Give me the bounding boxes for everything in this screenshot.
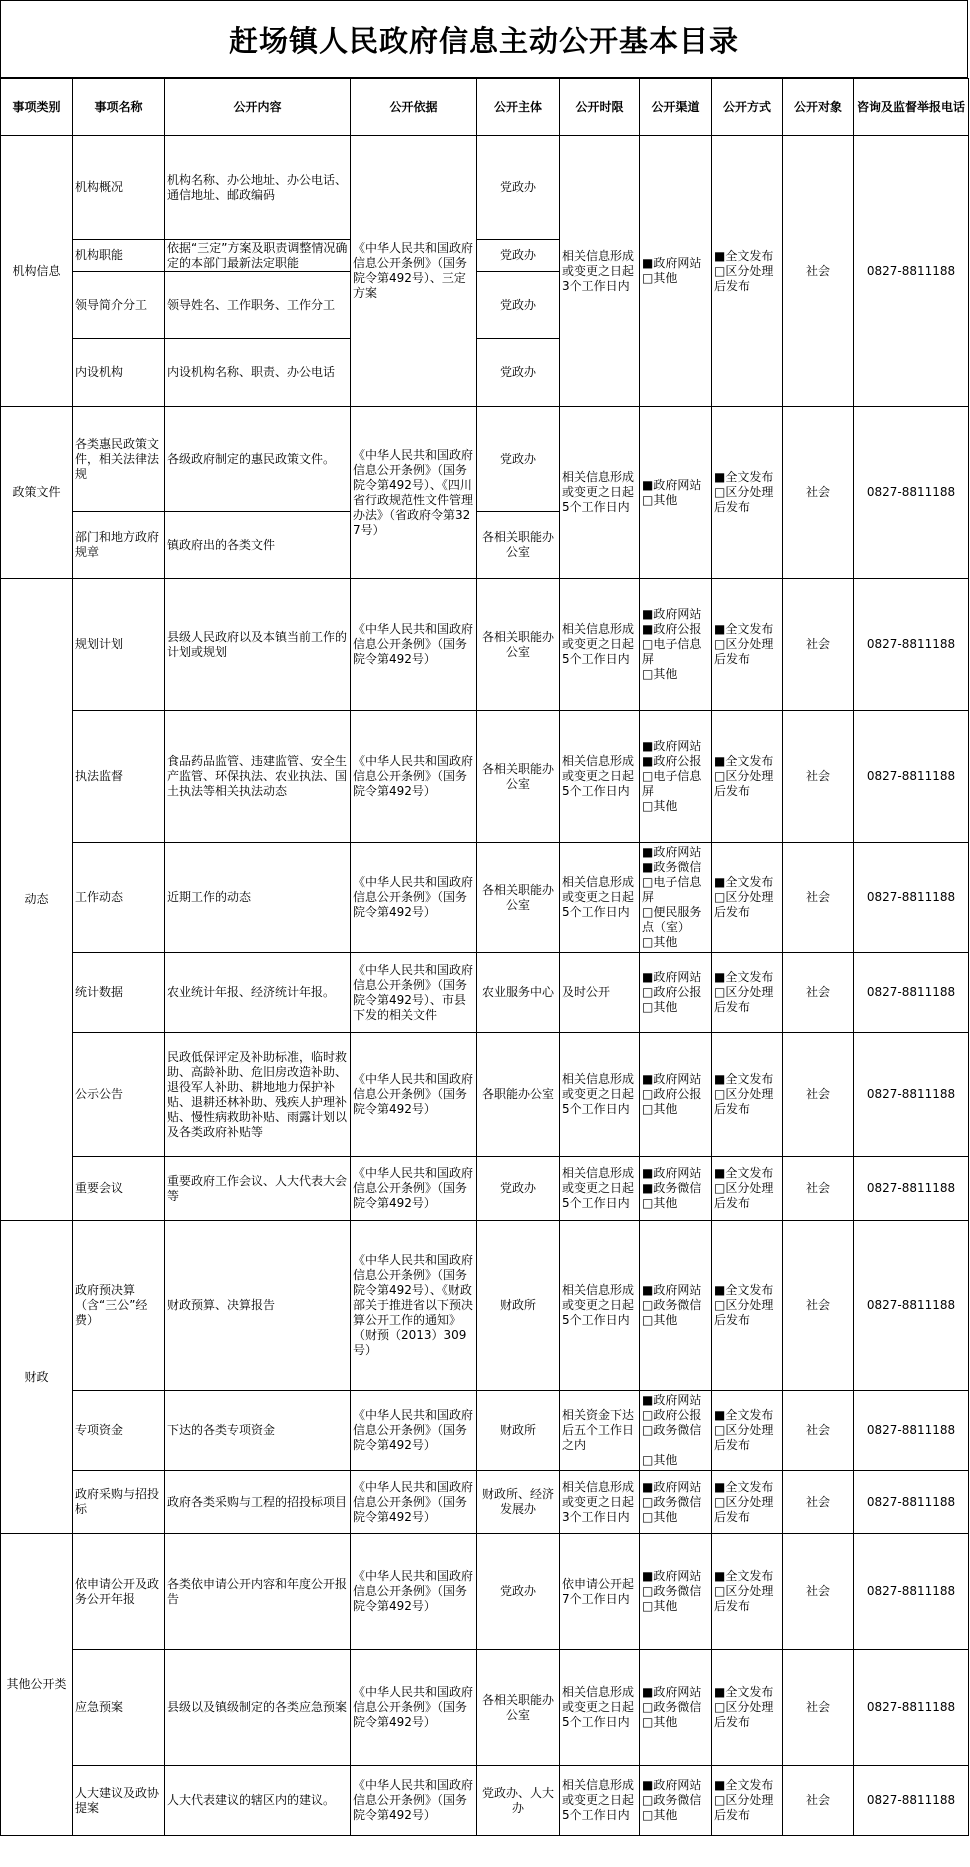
basis-cell: 《中华人民共和国政府信息公开条例》（国务院令第492号）、《四川省行政规范性文件管理办法》（省政府令第327号） bbox=[351, 407, 477, 579]
time-limit-cell: 相关信息形成或变更之日起5个工作日内 bbox=[560, 407, 640, 579]
category-cell: 财政 bbox=[1, 1221, 73, 1534]
method-cell: ■全文发布 □区分处理后发布 bbox=[712, 1471, 783, 1534]
channel-cell: ■政府网站 ■政府公报 □电子信息屏 □其他 bbox=[640, 579, 712, 711]
page-title: 赶场镇人民政府信息主动公开基本目录 bbox=[0, 0, 968, 78]
time-limit-cell: 相关信息形成或变更之日起5个工作日内 bbox=[560, 843, 640, 953]
header-category: 事项类别 bbox=[1, 79, 73, 136]
subject-cell: 各相关职能办公室 bbox=[477, 843, 560, 953]
method-cell: ■全文发布 □区分处理后发布 bbox=[712, 136, 783, 407]
item-name-cell: 专项资金 bbox=[73, 1391, 165, 1471]
table-row bbox=[1, 1157, 969, 1221]
content-cell: 领导姓名、工作职务、工作分工 bbox=[165, 272, 351, 339]
item-name-cell: 重要会议 bbox=[73, 1157, 165, 1221]
header-row bbox=[1, 79, 969, 136]
subject-cell: 党政办 bbox=[477, 339, 560, 407]
header-content: 公开内容 bbox=[165, 79, 351, 136]
table-row bbox=[1, 1471, 969, 1534]
category-cell: 其他公开类 bbox=[1, 1534, 73, 1836]
audience-cell: 社会 bbox=[783, 1650, 854, 1766]
subject-cell: 各相关职能办公室 bbox=[477, 711, 560, 843]
phone-cell: 0827-8811188 bbox=[854, 1766, 969, 1836]
item-name-cell: 公示公告 bbox=[73, 1033, 165, 1157]
table-row bbox=[1, 1534, 969, 1650]
method-cell: ■全文发布 □区分处理后发布 bbox=[712, 1221, 783, 1391]
phone-cell: 0827-8811188 bbox=[854, 1391, 969, 1471]
phone-cell: 0827-8811188 bbox=[854, 953, 969, 1033]
content-cell: 各类依申请公开内容和年度公开报告 bbox=[165, 1534, 351, 1650]
time-limit-cell: 相关资金下达后五个工作日之内 bbox=[560, 1391, 640, 1471]
subject-cell: 各相关职能办公室 bbox=[477, 512, 560, 579]
time-limit-cell: 相关信息形成或变更之日起5个工作日内 bbox=[560, 1033, 640, 1157]
content-cell: 政府各类采购与工程的招投标项目 bbox=[165, 1471, 351, 1534]
method-cell: ■全文发布 □区分处理后发布 bbox=[712, 1033, 783, 1157]
audience-cell: 社会 bbox=[783, 1221, 854, 1391]
table-row bbox=[1, 1221, 969, 1391]
table-row bbox=[1, 953, 969, 1033]
category-cell: 政策文件 bbox=[1, 407, 73, 579]
basis-cell: 《中华人民共和国政府信息公开条例》（国务院令第492号） bbox=[351, 1534, 477, 1650]
table-row bbox=[1, 579, 969, 711]
phone-cell: 0827-8811188 bbox=[854, 1471, 969, 1534]
method-cell: ■全文发布 □区分处理后发布 bbox=[712, 1650, 783, 1766]
audience-cell: 社会 bbox=[783, 1766, 854, 1836]
time-limit-cell: 相关信息形成或变更之日起5个工作日内 bbox=[560, 1221, 640, 1391]
time-limit-cell: 相关信息形成或变更之日起3个工作日内 bbox=[560, 136, 640, 407]
item-name-cell: 机构概况 bbox=[73, 136, 165, 240]
table-row bbox=[1, 1766, 969, 1836]
phone-cell: 0827-8811188 bbox=[854, 843, 969, 953]
table-row bbox=[1, 1650, 969, 1766]
content-cell: 各级政府制定的惠民政策文件。 bbox=[165, 407, 351, 512]
phone-cell: 0827-8811188 bbox=[854, 1534, 969, 1650]
channel-cell: ■政府网站 □政府公报 □其他 bbox=[640, 953, 712, 1033]
table-row bbox=[1, 136, 969, 240]
table-row bbox=[1, 1391, 969, 1471]
subject-cell: 各职能办公室 bbox=[477, 1033, 560, 1157]
content-cell: 人大代表建议的辖区内的建议。 bbox=[165, 1766, 351, 1836]
phone-cell: 0827-8811188 bbox=[854, 1157, 969, 1221]
basis-cell: 《中华人民共和国政府信息公开条例》（国务院令第492号） bbox=[351, 1033, 477, 1157]
content-cell: 近期工作的动态 bbox=[165, 843, 351, 953]
header-method: 公开方式 bbox=[712, 79, 783, 136]
basis-cell: 《中华人民共和国政府信息公开条例》（国务院令第492号） bbox=[351, 711, 477, 843]
method-cell: ■全文发布 □区分处理后发布 bbox=[712, 407, 783, 579]
basis-cell: 《中华人民共和国政府信息公开条例》（国务院令第492号） bbox=[351, 579, 477, 711]
item-name-cell: 规划计划 bbox=[73, 579, 165, 711]
audience-cell: 社会 bbox=[783, 843, 854, 953]
basis-cell: 《中华人民共和国政府信息公开条例》（国务院令第492号） bbox=[351, 843, 477, 953]
content-cell: 依据“三定”方案及职责调整情况确定的本部门最新法定职能 bbox=[165, 240, 351, 272]
content-cell: 下达的各类专项资金 bbox=[165, 1391, 351, 1471]
header-basis: 公开依据 bbox=[351, 79, 477, 136]
subject-cell: 党政办、人大办 bbox=[477, 1766, 560, 1836]
basis-cell: 《中华人民共和国政府信息公开条例》（国务院令第492号）、《财政部关于推进省以下预决算公开工作的通知》（财预（2013）309号） bbox=[351, 1221, 477, 1391]
audience-cell: 社会 bbox=[783, 136, 854, 407]
basis-cell: 《中华人民共和国政府信息公开条例》（国务院令第492号） bbox=[351, 1766, 477, 1836]
subject-cell: 党政办 bbox=[477, 1157, 560, 1221]
basis-cell: 《中华人民共和国政府信息公开条例》（国务院令第492号） bbox=[351, 1391, 477, 1471]
header-channel: 公开渠道 bbox=[640, 79, 712, 136]
channel-cell: ■政府网站 □其他 bbox=[640, 136, 712, 407]
subject-cell: 党政办 bbox=[477, 1534, 560, 1650]
time-limit-cell: 依申请公开起7个工作日内 bbox=[560, 1534, 640, 1650]
method-cell: ■全文发布 □区分处理后发布 bbox=[712, 843, 783, 953]
channel-cell: ■政府网站 □其他 bbox=[640, 407, 712, 579]
item-name-cell: 执法监督 bbox=[73, 711, 165, 843]
time-limit-cell: 相关信息形成或变更之日起5个工作日内 bbox=[560, 1157, 640, 1221]
phone-cell: 0827-8811188 bbox=[854, 1221, 969, 1391]
audience-cell: 社会 bbox=[783, 1033, 854, 1157]
audience-cell: 社会 bbox=[783, 1471, 854, 1534]
phone-cell: 0827-8811188 bbox=[854, 407, 969, 579]
content-cell: 机构名称、办公地址、办公电话、通信地址、邮政编码 bbox=[165, 136, 351, 240]
item-name-cell: 部门和地方政府规章 bbox=[73, 512, 165, 579]
audience-cell: 社会 bbox=[783, 579, 854, 711]
channel-cell: ■政府网站 ■政府公报 □电子信息屏 □其他 bbox=[640, 711, 712, 843]
item-name-cell: 工作动态 bbox=[73, 843, 165, 953]
phone-cell: 0827-8811188 bbox=[854, 711, 969, 843]
item-name-cell: 各类惠民政策文件，相关法律法规 bbox=[73, 407, 165, 512]
item-name-cell: 领导简介分工 bbox=[73, 272, 165, 339]
audience-cell: 社会 bbox=[783, 407, 854, 579]
category-cell: 机构信息 bbox=[1, 136, 73, 407]
table-row bbox=[1, 843, 969, 953]
basis-cell: 《中华人民共和国政府信息公开条例》（国务院令第492号） bbox=[351, 1157, 477, 1221]
header-time-limit: 公开时限 bbox=[560, 79, 640, 136]
content-cell: 财政预算、决算报告 bbox=[165, 1221, 351, 1391]
audience-cell: 社会 bbox=[783, 1157, 854, 1221]
basis-cell: 《中华人民共和国政府信息公开条例》（国务院令第492号） bbox=[351, 1471, 477, 1534]
subject-cell: 农业服务中心 bbox=[477, 953, 560, 1033]
audience-cell: 社会 bbox=[783, 953, 854, 1033]
channel-cell: ■政府网站 □政务微信 □其他 bbox=[640, 1766, 712, 1836]
header-item-name: 事项名称 bbox=[73, 79, 165, 136]
item-name-cell: 政府采购与招投标 bbox=[73, 1471, 165, 1534]
basis-cell: 《中华人民共和国政府信息公开条例》（国务院令第492号）、市县下发的相关文件 bbox=[351, 953, 477, 1033]
time-limit-cell: 相关信息形成或变更之日起5个工作日内 bbox=[560, 711, 640, 843]
item-name-cell: 统计数据 bbox=[73, 953, 165, 1033]
content-cell: 县级人民政府以及本镇当前工作的计划或规划 bbox=[165, 579, 351, 711]
subject-cell: 财政所 bbox=[477, 1391, 560, 1471]
catalog-table bbox=[0, 78, 969, 1836]
table-row bbox=[1, 407, 969, 512]
table-row bbox=[1, 1033, 969, 1157]
header-subject: 公开主体 bbox=[477, 79, 560, 136]
category-cell: 动态 bbox=[1, 579, 73, 1221]
channel-cell: ■政府网站 □政务微信 □其他 bbox=[640, 1221, 712, 1391]
subject-cell: 财政所、经济发展办 bbox=[477, 1471, 560, 1534]
content-cell: 民政低保评定及补助标准，临时救助、高龄补助、危旧房改造补助、退役军人补助、耕地地力保护补贴、退耕还林补助、残疾人护理补贴、慢性病救助补贴、雨露计划以及各类政府补贴等 bbox=[165, 1033, 351, 1157]
content-cell: 重要政府工作会议、人大代表大会等 bbox=[165, 1157, 351, 1221]
audience-cell: 社会 bbox=[783, 1391, 854, 1471]
basis-cell: 《中华人民共和国政府信息公开条例》（国务院令第492号）、三定方案 bbox=[351, 136, 477, 407]
subject-cell: 党政办 bbox=[477, 407, 560, 512]
item-name-cell: 依申请公开及政务公开年报 bbox=[73, 1534, 165, 1650]
audience-cell: 社会 bbox=[783, 1534, 854, 1650]
channel-cell: ■政府网站 □政府公报 □其他 bbox=[640, 1033, 712, 1157]
method-cell: ■全文发布 □区分处理后发布 bbox=[712, 1157, 783, 1221]
phone-cell: 0827-8811188 bbox=[854, 136, 969, 407]
subject-cell: 财政所 bbox=[477, 1221, 560, 1391]
header-phone: 咨询及监督举报电话 bbox=[854, 79, 969, 136]
content-cell: 农业统计年报、经济统计年报。 bbox=[165, 953, 351, 1033]
header-audience: 公开对象 bbox=[783, 79, 854, 136]
item-name-cell: 机构职能 bbox=[73, 240, 165, 272]
table-row bbox=[1, 711, 969, 843]
phone-cell: 0827-8811188 bbox=[854, 1033, 969, 1157]
channel-cell: ■政府网站 ■政务微信 □其他 bbox=[640, 1157, 712, 1221]
item-name-cell: 内设机构 bbox=[73, 339, 165, 407]
time-limit-cell: 相关信息形成或变更之日起5个工作日内 bbox=[560, 579, 640, 711]
item-name-cell: 政府预决算（含“三公”经费） bbox=[73, 1221, 165, 1391]
channel-cell: ■政府网站 □政务微信 □其他 bbox=[640, 1650, 712, 1766]
phone-cell: 0827-8811188 bbox=[854, 579, 969, 711]
channel-cell: ■政府网站 ■政务微信 □电子信息屏 □便民服务点（室） □其他 bbox=[640, 843, 712, 953]
content-cell: 县级以及镇级制定的各类应急预案 bbox=[165, 1650, 351, 1766]
method-cell: ■全文发布 □区分处理后发布 bbox=[712, 953, 783, 1033]
basis-cell: 《中华人民共和国政府信息公开条例》（国务院令第492号） bbox=[351, 1650, 477, 1766]
subject-cell: 各相关职能办公室 bbox=[477, 1650, 560, 1766]
subject-cell: 党政办 bbox=[477, 272, 560, 339]
channel-cell: ■政府网站 □政府公报 □政务微信 □其他 bbox=[640, 1391, 712, 1471]
item-name-cell: 应急预案 bbox=[73, 1650, 165, 1766]
content-cell: 内设机构名称、职责、办公电话 bbox=[165, 339, 351, 407]
channel-cell: ■政府网站 □政务微信 □其他 bbox=[640, 1471, 712, 1534]
item-name-cell: 人大建议及政协提案 bbox=[73, 1766, 165, 1836]
subject-cell: 党政办 bbox=[477, 136, 560, 240]
channel-cell: ■政府网站 □政务微信 □其他 bbox=[640, 1534, 712, 1650]
phone-cell: 0827-8811188 bbox=[854, 1650, 969, 1766]
time-limit-cell: 相关信息形成或变更之日起3个工作日内 bbox=[560, 1471, 640, 1534]
time-limit-cell: 相关信息形成或变更之日起5个工作日内 bbox=[560, 1650, 640, 1766]
method-cell: ■全文发布 □区分处理后发布 bbox=[712, 1391, 783, 1471]
method-cell: ■全文发布 □区分处理后发布 bbox=[712, 1766, 783, 1836]
method-cell: ■全文发布 □区分处理后发布 bbox=[712, 711, 783, 843]
method-cell: ■全文发布 □区分处理后发布 bbox=[712, 579, 783, 711]
method-cell: ■全文发布 □区分处理后发布 bbox=[712, 1534, 783, 1650]
audience-cell: 社会 bbox=[783, 711, 854, 843]
subject-cell: 各相关职能办公室 bbox=[477, 579, 560, 711]
time-limit-cell: 及时公开 bbox=[560, 953, 640, 1033]
content-cell: 镇政府出的各类文件 bbox=[165, 512, 351, 579]
time-limit-cell: 相关信息形成或变更之日起5个工作日内 bbox=[560, 1766, 640, 1836]
subject-cell: 党政办 bbox=[477, 240, 560, 272]
content-cell: 食品药品监管、违建监管、安全生产监管、环保执法、农业执法、国土执法等相关执法动态 bbox=[165, 711, 351, 843]
